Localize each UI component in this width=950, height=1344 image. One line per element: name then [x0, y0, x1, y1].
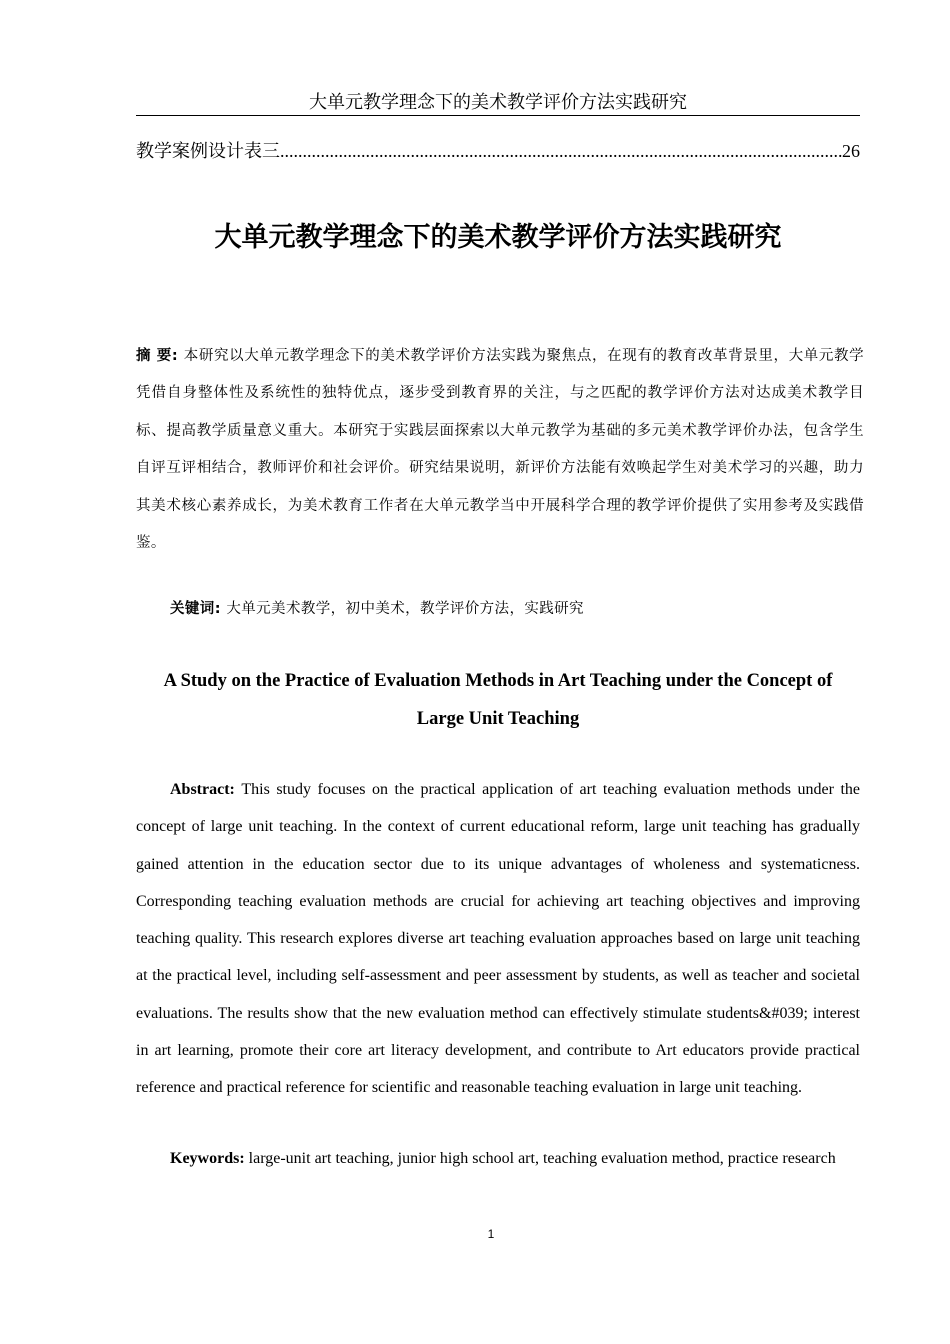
english-abstract-text: This study focuses on the practical application of art teaching evaluation methods under the concept of large unit teaching. In the context of current educational reform, large unit teaching has gradually gained attention in the education sector due to its unique advantages of wholeness and systematicness. Corresponding teaching evaluation methods are crucial for achieving art teaching objectives and improving teaching quality. This research explores diverse art teaching evaluation approaches based on large unit teaching at the practical level, including self-assessment and peer assessment by students, as well as teacher and societal evaluations. The results show that the new evaluation method can effectively stimulate students&#039; interest in art learning, promote their core art literacy development, and contribute to Art educators provide practical reference and practical reference for scientific and reasonable teaching evaluation in large unit teaching. — [136, 781, 860, 1097]
chinese-keywords — [170, 594, 860, 624]
english-keywords-label: Keywords: — [170, 1150, 249, 1167]
english-title-line-1: A Study on the Practice of Evaluation Methods in Art Teaching under the Concept of — [163, 671, 833, 691]
english-title-line-2: Large Unit Teaching — [416, 709, 580, 729]
english-abstract-label: Abstract: — [170, 781, 242, 798]
running-header: 大单元教学理念下的美术教学评价方法实践研究 — [136, 90, 860, 116]
chinese-abstract-text: 本研究以大单元教学理念下的美术教学评价方法实践为聚焦点，在现有的教育改革背景里，大单元教学凭借自身整体性及系统性的独特优点，逐步受到教育界的关注，与之匹配的教学评价方法对达成美术教学目标、提高教学质量意义重大。本研究于实践层面探索以大单元教学为基础的多元美术教学评价办法，包含学生自评互评相结合，教师评价和社会评价。研究结果说明，新评价方法能有效唤起学生对美术学习的兴趣，助力其美术核心素养成长，为美术教育工作者在大单元教学当中开展科学合理的教学评价提供了实用参考及实践借鉴。 — [136, 348, 864, 552]
english-keywords-text: large-unit art teaching, junior high school art, teaching evaluation method, practice research — [248, 1150, 836, 1167]
page-number: 1 — [487, 1227, 495, 1241]
chinese-keywords-text: 大单元美术教学，初中美术，教学评价方法，实践研究 — [226, 601, 584, 617]
english-title — [136, 662, 860, 738]
chinese-title: 大单元教学理念下的美术教学评价方法实践研究 — [214, 222, 782, 253]
english-keywords — [136, 1145, 866, 1173]
toc-entry[interactable] — [136, 138, 860, 164]
toc-entry-page: 26 — [842, 141, 860, 161]
chinese-keywords-label: 关键词: — [170, 601, 227, 617]
chinese-abstract — [136, 338, 864, 562]
chinese-abstract-label: 摘 要: — [136, 348, 184, 364]
toc-entry-label: 教学案例设计表三 — [136, 141, 280, 162]
toc-leader-dots — [280, 138, 842, 164]
english-abstract — [136, 771, 860, 1107]
